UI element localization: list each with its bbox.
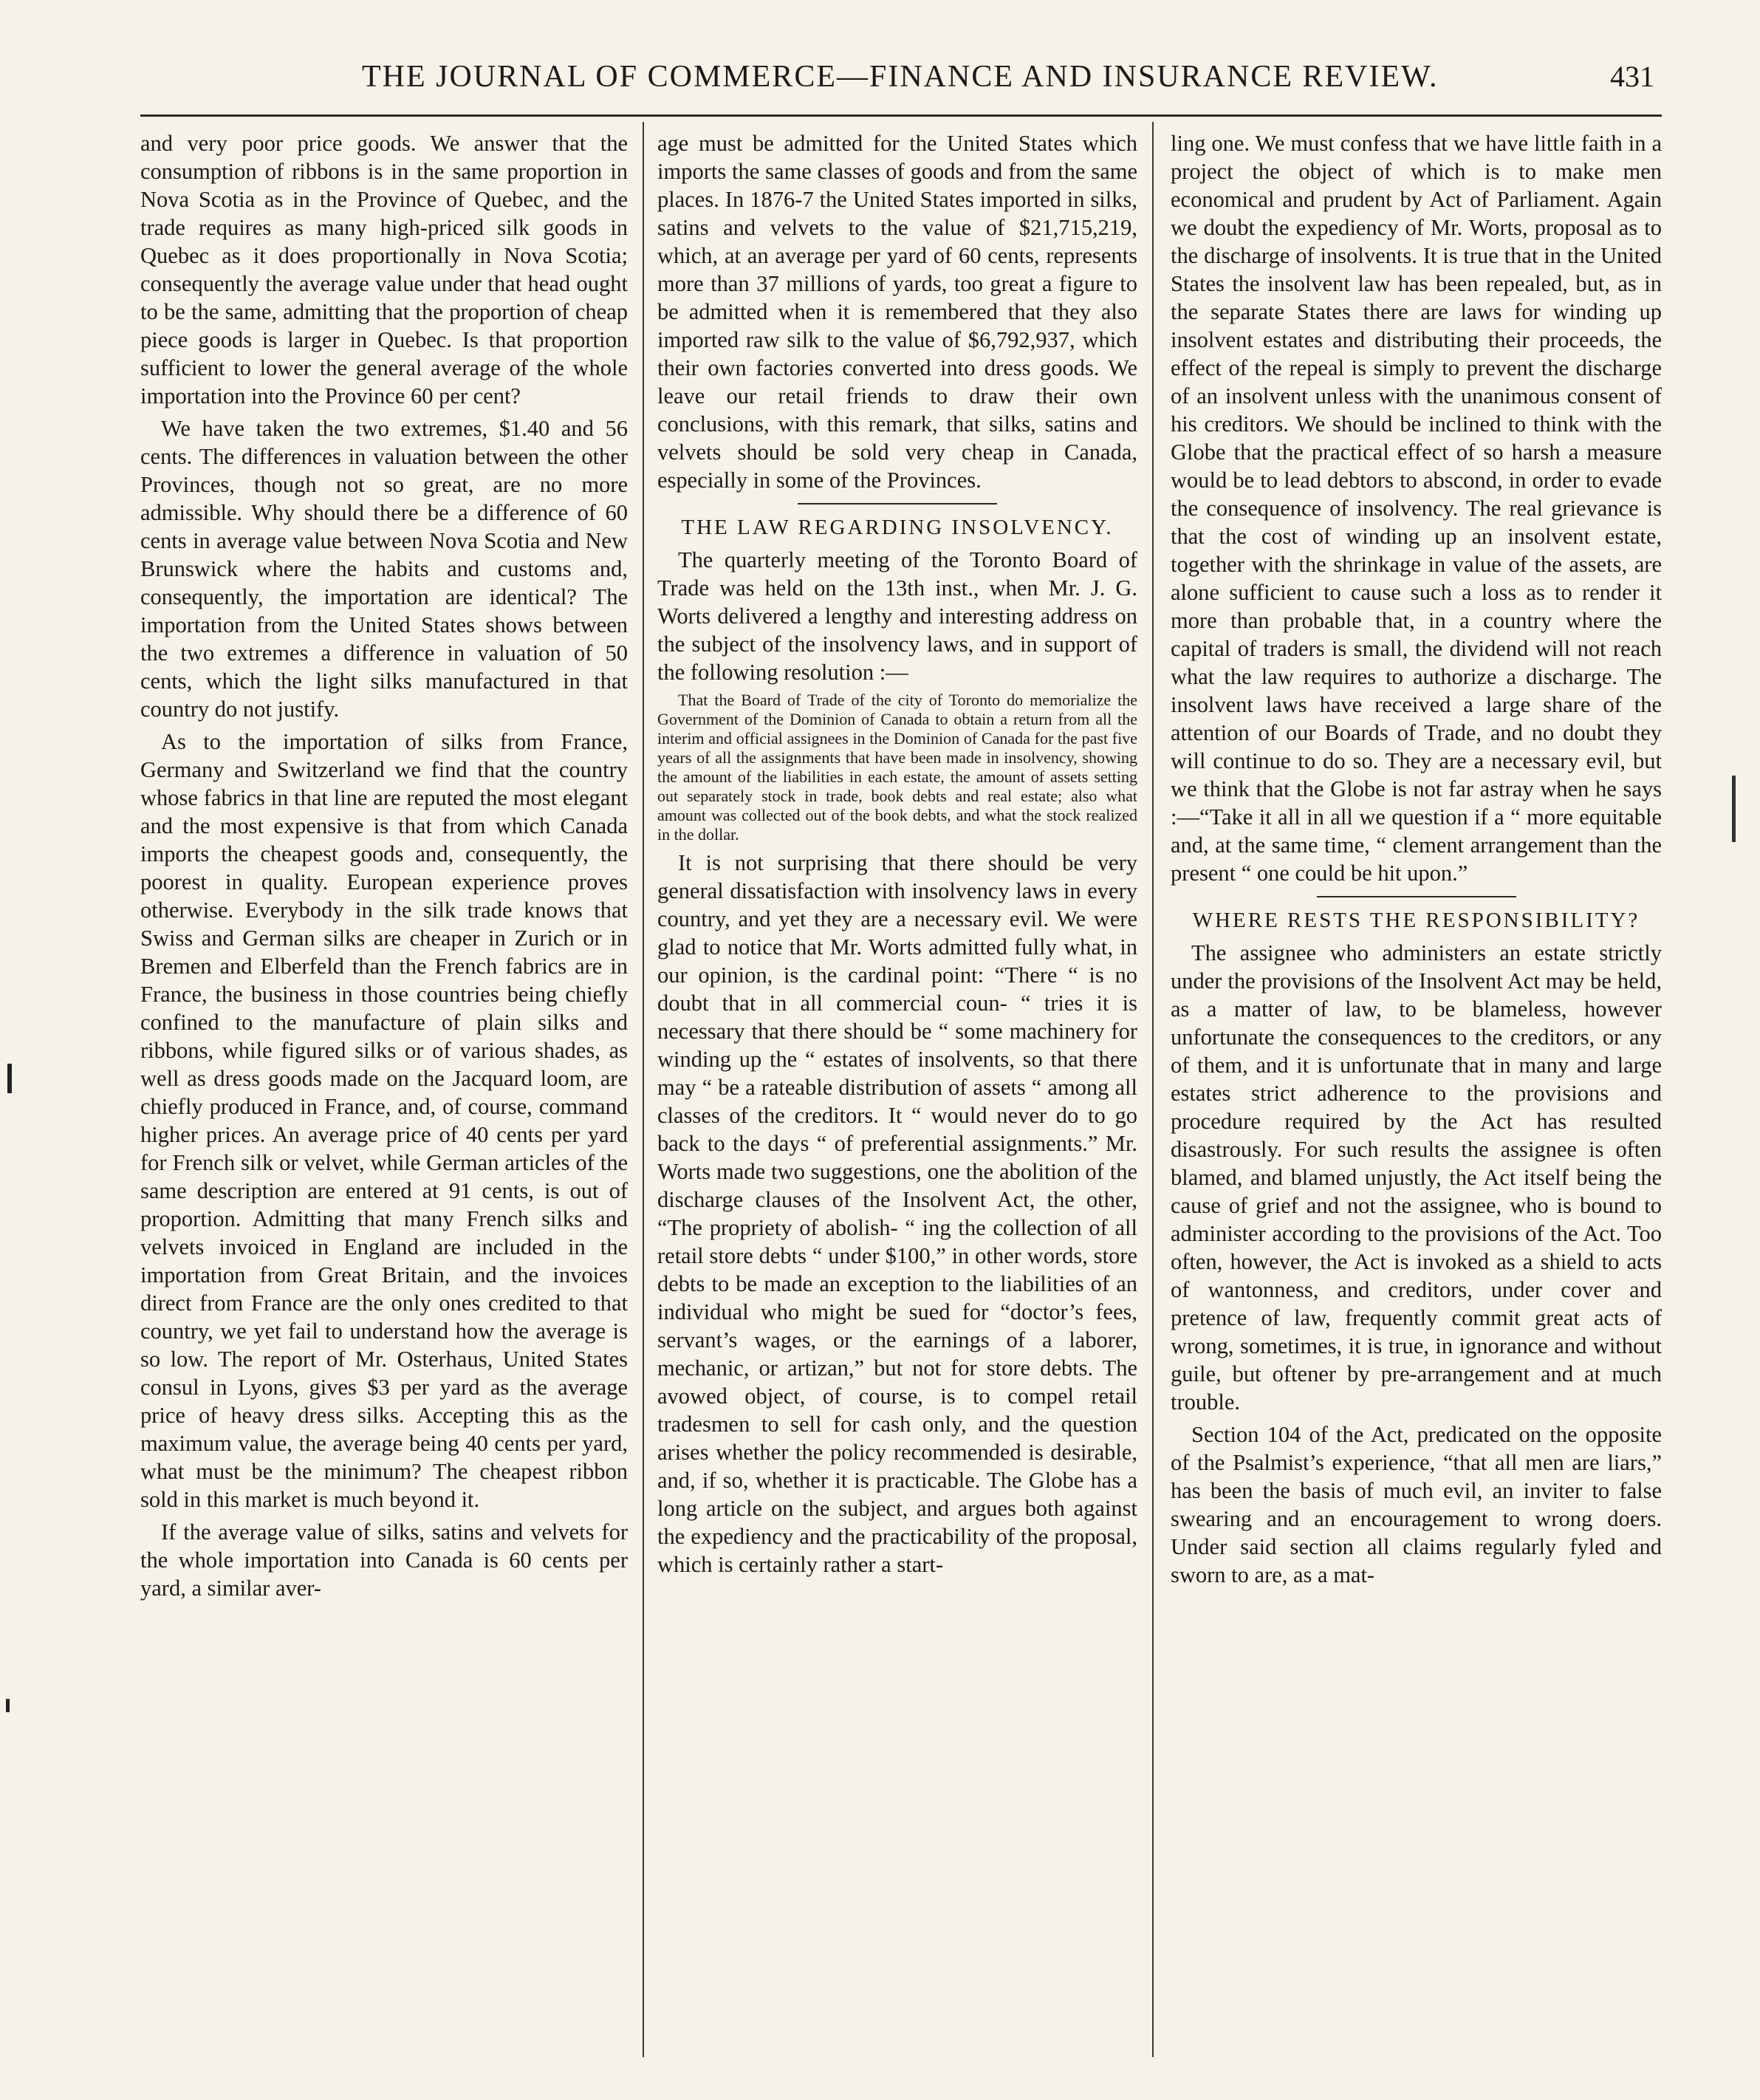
section-heading: THE LAW REGARDING INSOLVENCY.: [681, 516, 1114, 539]
column-2: [657, 129, 1137, 1583]
paragraph: ling one. We must confess that we have little faith in a project the object of which is to make men economical and prudent by Act of Parliament. Again we doubt the expediency of Mr. Worts, proposal as to the discharge of insolvents. It is true that in the United States the insolvent law has been repealed, but, as in the separate States there are laws for winding up insolvent estates and distributing their proceeds, the effect of the repeal is simply to prevent the discharge of an insolvent unless with the unanimous consent of his creditors. We should be inclined to think with the Globe that the practical effect of so harsh a measure would be to lead debtors to abscond, in order to evade the consequence of insolvency. The real grievance is that the cost of winding up an insolvent estate, together with the shrinkage in value of the assets, are alone sufficient to cause such a loss as to render it more than probable that, in a country where the capital of traders is small, the dividend will not reach what the law requires to authorize a discharge. The insolvent laws have received a large share of the attention of our Boards of Trade, and no doubt they will continue to do so. They are a necessary evil, but we think that the Globe is not far astray when he says :—“Take it all in all we question if a “ more equitable and, at the same time, “ clement arrangement than the present “ one could be hit upon.”: [1171, 131, 1662, 886]
resolution-text: That the Board of Trade of the city of Toronto do memorialize the Government of the Dominion of Canada to obtain a return from all the interim and official assignees in the Dominion of Canada for the past five years of all the assignments that have been made in insolvency, showing the amount of the liabilities in each estate, the amount of assets setting out separately stock in trade, book debts and real estate; also what amount was collected out of the book debts, and what the stock realized in the dollar.: [657, 691, 1137, 844]
column-divider: [643, 122, 644, 2057]
paragraph: We have taken the two extremes, $1.40 and 56 cents. The differences in valuation between the other Provinces, though not so great, are no more admissible. Why should there be a difference of 60 cents in average value between Nova Scotia and New Brunswick where the habits and customs and, consequently, the importation are identical? The importation from the United States shows between the two extremes a difference in valuation of 50 cents, which the light silks manufactured in that country do not justify.: [140, 416, 628, 722]
column-1: [140, 129, 628, 1607]
paragraph: If the average value of silks, satins and velvets for the whole importation into Canada is 60 cents per yard, a similar aver-: [140, 1519, 628, 1601]
paragraph: It is not surprising that there should be very general dissatisfaction with insolvency laws in every country, and yet they are a necessary evil. We were glad to notice that Mr. Worts admitted fully what, in our opinion, is the cardinal point: “There “ is no doubt that in all commercial coun- “ tries it is necessary that there should be “ some machinery for winding up the “ estates of insolvents, so that there may “ be a rateable distribution of assets “ among all classes of the creditors. It “ would never do to go back to the days “ of preferential assignments.” Mr. Worts made two suggestions, one the abolition of the discharge clauses of the Insolvent Act, the other, “The propriety of abolish- “ ing the collection of all retail store debts “ under $100,” in other words, store debts to be made an exception to the liabilities of an individual who might be sued for “doctor’s fees, servant’s wages, or the earnings of a laborer, mechanic, or artizan,” but not for store debts. The avowed object, of course, is to compel retail tradesmen to sell for cash only, and the question arises whether the policy recommended is desirable, and, if so, whether it is practicable. The Globe has a long article on the subject, and argues both against the expediency and the practicability of the proposal, which is certainly rather a start-: [657, 850, 1137, 1577]
journal-title: THE JOURNAL OF COMMERCE—FINANCE AND INSURANCE REVIEW.: [362, 60, 1439, 94]
paragraph: Section 104 of the Act, predicated on the opposite of the Psalmist’s experience, “that all men are liars,” has been the basis of much evil, an inviter to false swearing and an encouragement to wrong doers. Under said section all claims regularly fyled and sworn to are, as a mat-: [1171, 1422, 1662, 1587]
section-rule: [798, 503, 997, 505]
column-divider: [1152, 122, 1154, 2057]
paragraph: The quarterly meeting of the Toronto Board of Trade was held on the 13th inst., when Mr. J. G. Worts delivered a lengthy and interesting address on the subject of the insolvency laws, and in support of the following resolution :—: [657, 547, 1137, 685]
margin-blot: [6, 1699, 10, 1712]
paragraph: The assignee who administers an estate strictly under the provisions of the Insolvent Act may be held, as a matter of law, to be blameless, however unfortunate the consequences to the creditors, or any of them, and it is unfortunate that in many and large estates strict adherence to the provisions and procedure required by the Act has resulted disastrously. For such results the assignee is often blamed, and blamed unjustly, the Act itself being the cause of grief and not the assignee, who is bound to administer according to the provisions of the Act. Too often, however, the Act is invoked as a shield to acts of wantonness, and creditors, under cover and pretence of law, frequently commit great acts of wrong, sometimes, it is true, in ignorance and without guile, but oftener by pre-arrangement and at much trouble.: [1171, 940, 1662, 1415]
paragraph: As to the importation of silks from France, Germany and Switzerland we find that the country whose fabrics in that line are reputed the most elegant and the most expensive is that from which Canada imports the cheapest goods and, consequently, the poorest in quality. European experience proves otherwise. Everybody in the silk trade knows that Swiss and German silks are cheaper in Zurich or in Bremen and Elberfeld than the French fabrics are in France, the business in those countries being chiefly confined to the manufacture of plain silks and ribbons, while figured silks or of various shades, as well as dress goods made on the Jacquard loom, are chiefly produced in France, and, of course, command higher prices. An average price of 40 cents per yard for French silk or velvet, while German articles of the same description are entered at 91 cents, is out of proportion. Admitting that many French silks and velvets invoiced in England are included in the importation from Great Britain, and the invoices direct from France are the only ones credited to that country, we yet fail to understand how the average is so low. The report of Mr. Osterhaus, United States consul in Lyons, gives $3 per yard as the average price of heavy dress silks. Accepting this as the maximum value, the average being 40 cents per yard, what must be the minimum? The cheapest ribbon sold in this market is much beyond it.: [140, 729, 628, 1512]
margin-blot: [7, 1064, 12, 1093]
section-heading: WHERE RESTS THE RESPONSIBILITY?: [1192, 909, 1640, 932]
section-rule: [1317, 896, 1516, 897]
page-header: [140, 52, 1662, 111]
column-3: [1171, 129, 1662, 1593]
header-rule: [140, 114, 1662, 117]
page-number: 431: [1610, 60, 1654, 93]
paragraph: and very poor price goods. We answer that the consumption of ribbons is in the same proportion in Nova Scotia as in the Province of Quebec, and the trade requires as many high-priced silk goods in Quebec as it does proportionally in Nova Scotia; consequently the average value under that head ought to be the same, admitting that the proportion of cheap piece goods is larger in Quebec. Is that proportion sufficient to lower the general average of the whole importation into the Province 60 per cent?: [140, 131, 628, 408]
paragraph: age must be admitted for the United States which imports the same classes of goods and from the same places. In 1876-7 the United States imported in silks, satins and velvets to the value of $21,715,219, which, at an average per yard of 60 cents, represents more than 37 millions of yards, too great a figure to be admitted when it is remembered that they also imported raw silk to the value of $6,792,937, which their own factories converted into dress goods. We leave our retail friends to draw their own conclusions, with this remark, that silks, satins and velvets should be sold very cheap in Canada, especially in some of the Provinces.: [657, 131, 1137, 493]
margin-blot: [1732, 776, 1736, 842]
